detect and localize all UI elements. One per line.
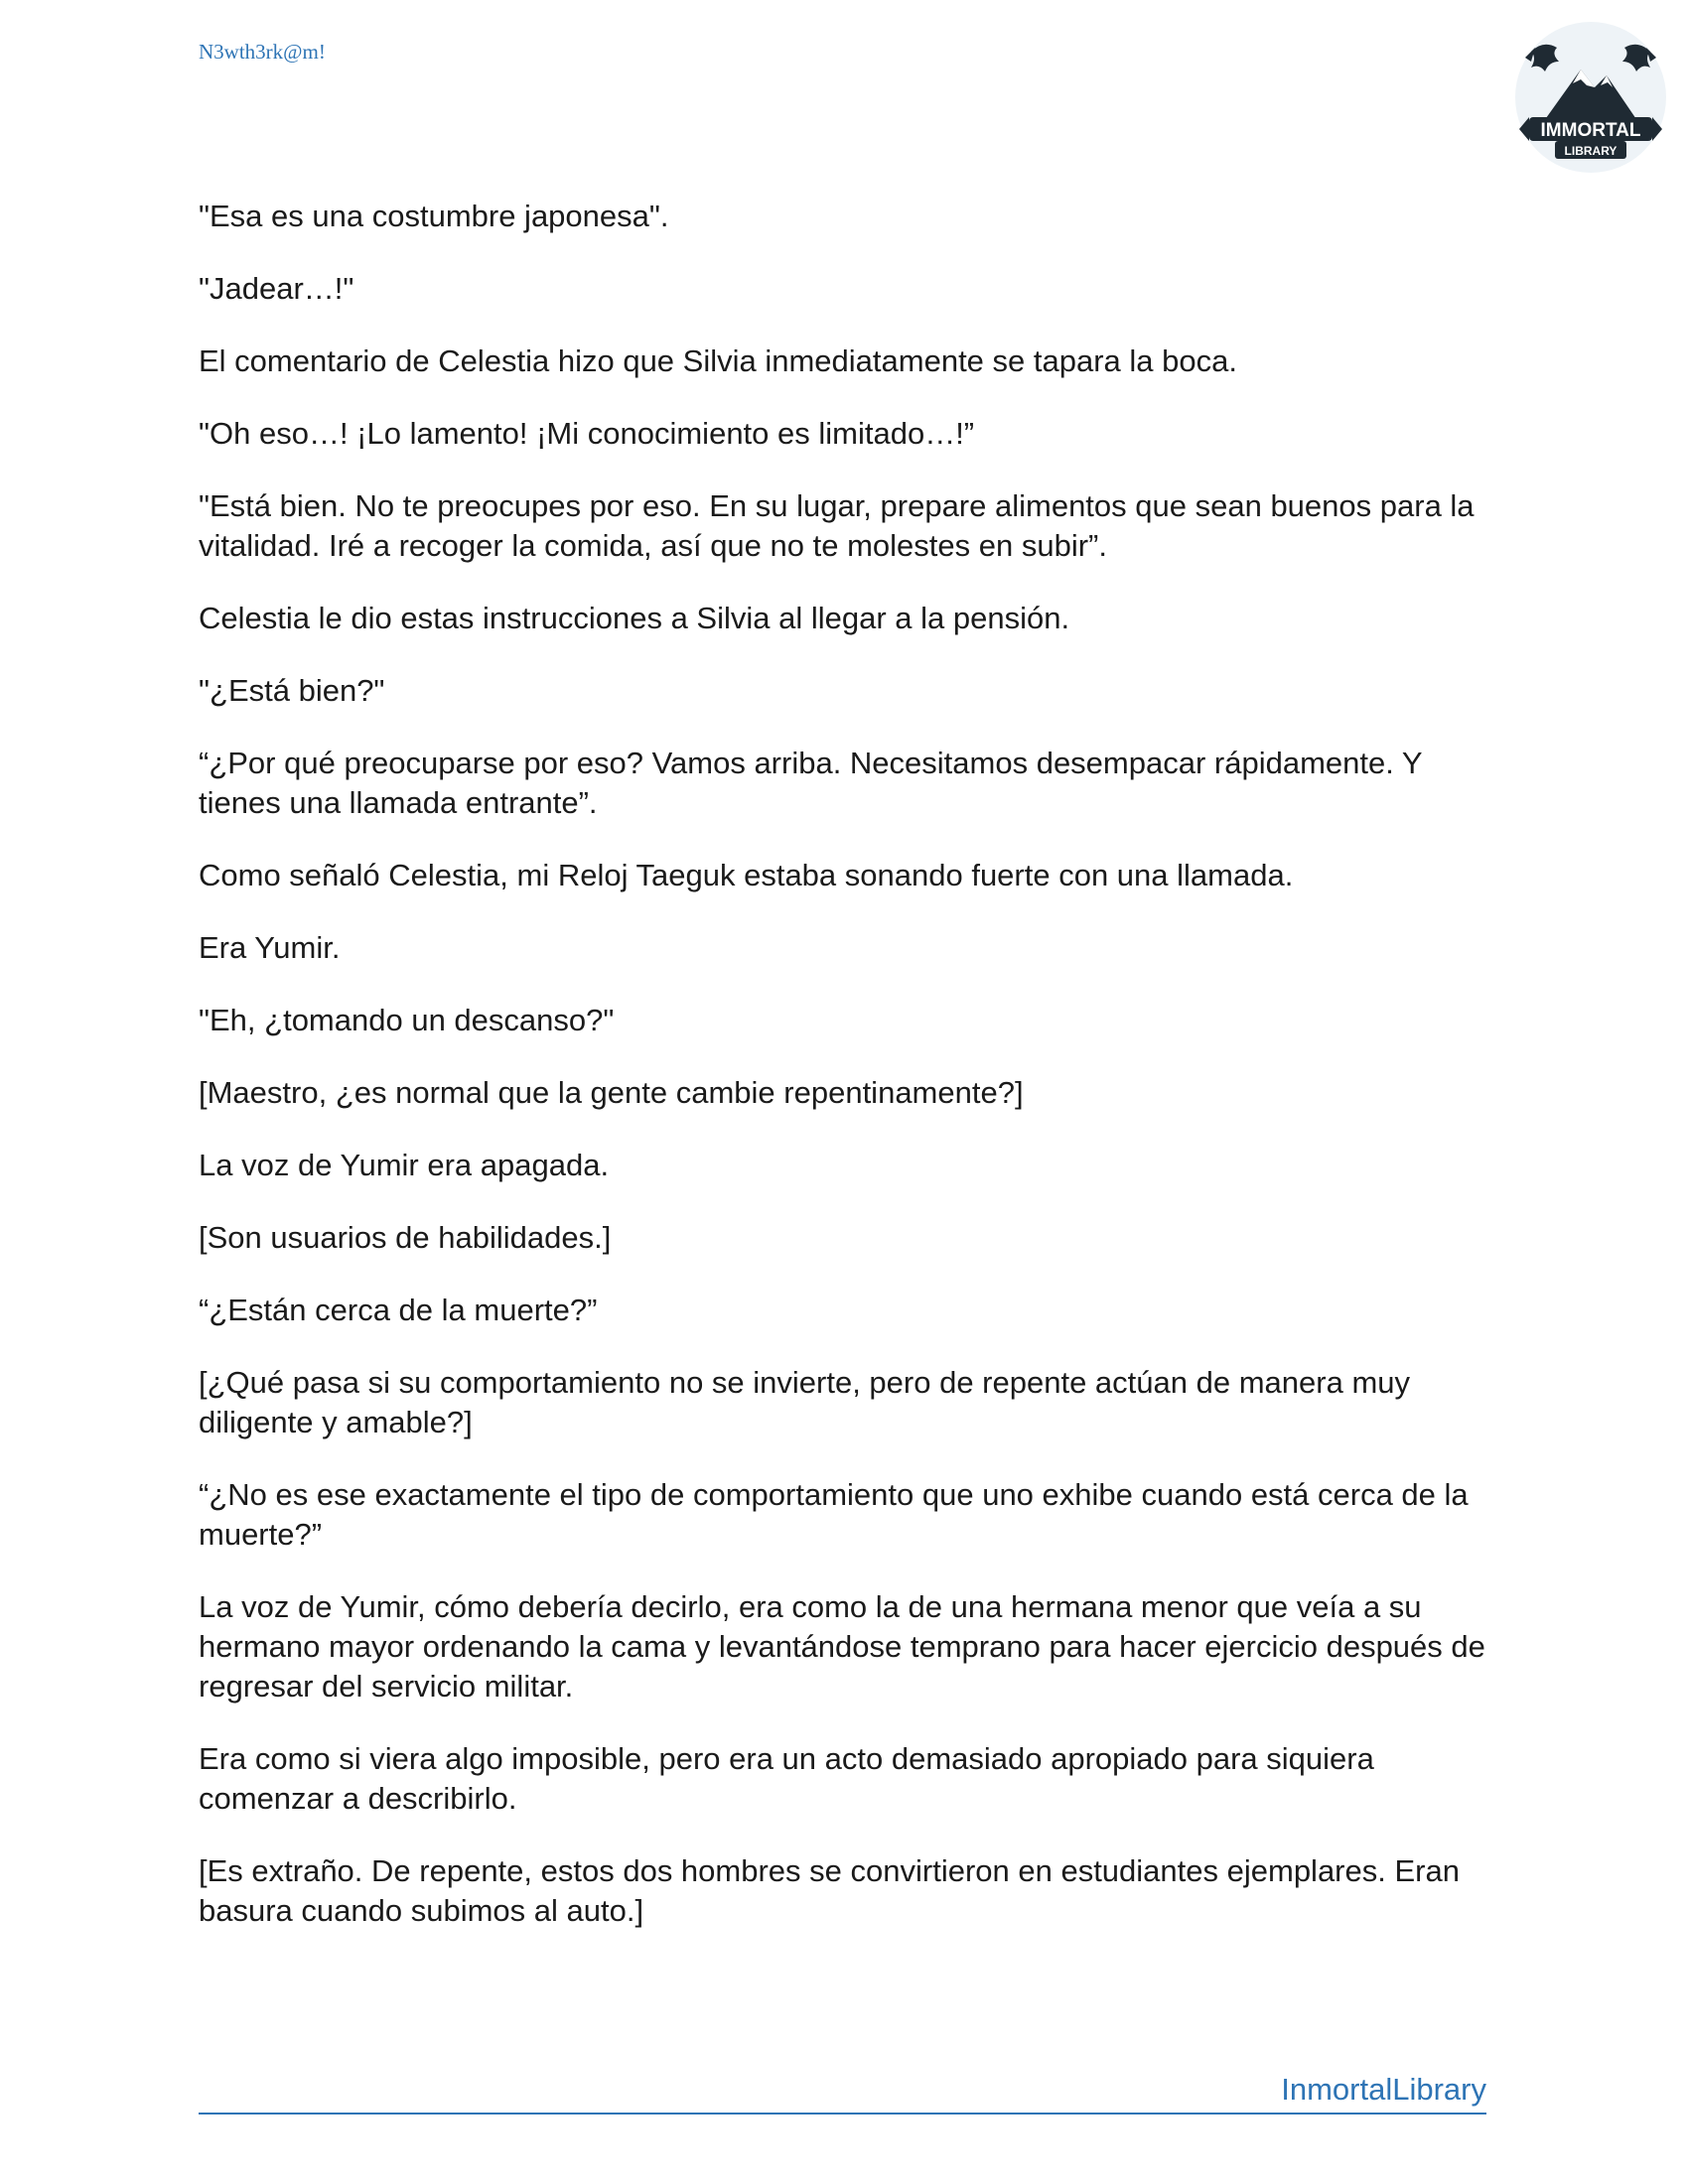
logo-line1: IMMORTAL — [1540, 120, 1641, 141]
paragraph: "Jadear…!" — [199, 271, 354, 306]
paragraph: "Esa es una costumbre japonesa". — [199, 199, 669, 233]
header-note: N3wth3rk@m! — [199, 40, 326, 64]
paragraph: “¿No es ese exactamente el tipo de comportamiento que uno exhibe cuando está cerca de la muerte?” — [199, 1477, 1469, 1552]
paragraph: Celestia le dio estas instrucciones a Silvia al llegar a la pensión. — [199, 601, 1070, 635]
paragraph: [¿Qué pasa si su comportamiento no se invierte, pero de repente actúan de manera muy diligente y amable?] — [199, 1365, 1411, 1439]
paragraph: Como señaló Celestia, mi Reloj Taeguk estaba sonando fuerte con una llamada. — [199, 858, 1294, 892]
paragraph: "Está bien. No te preocupes por eso. En su lugar, prepare alimentos que sean buenos para la vitalidad. Iré a recoger la comida, así que no te molestes en subir”. — [199, 488, 1475, 563]
paragraph: [Maestro, ¿es normal que la gente cambie repentinamente?] — [199, 1075, 1024, 1110]
paragraph: "Eh, ¿tomando un descanso?" — [199, 1003, 615, 1037]
paragraph: [Son usuarios de habilidades.] — [199, 1220, 612, 1255]
footer-rule — [199, 2069, 1486, 2115]
paragraph: El comentario de Celestia hizo que Silvia inmediatamente se tapara la boca. — [199, 343, 1237, 378]
paragraph: "¿Está bien?" — [199, 673, 385, 708]
paragraph: "Oh eso…! ¡Lo lamento! ¡Mi conocimiento es limitado…!” — [199, 416, 975, 451]
document-body — [199, 197, 1489, 1964]
paragraph: “¿Están cerca de la muerte?” — [199, 1293, 598, 1327]
footer-link[interactable]: InmortalLibrary — [1281, 2072, 1486, 2107]
logo-line2: LIBRARY — [1564, 144, 1618, 158]
immortal-library-logo — [1511, 18, 1670, 177]
paragraph: [Es extraño. De repente, estos dos hombres se convirtieron en estudiantes ejemplares. Eran basura cuando subimos al auto.] — [199, 1853, 1460, 1928]
paragraph: La voz de Yumir, cómo debería decirlo, era como la de una hermana menor que veía a su hermano mayor ordenando la cama y levantándose temprano para hacer ejercicio después de regresar del servicio militar. — [199, 1589, 1485, 1704]
paragraph: “¿Por qué preocuparse por eso? Vamos arriba. Necesitamos desempacar rápidamente. Y tienes una llamada entrante”. — [199, 746, 1423, 820]
paragraph: Era Yumir. — [199, 930, 341, 965]
paragraph: Era como si viera algo imposible, pero era un acto demasiado apropiado para siquiera comenzar a describirlo. — [199, 1741, 1374, 1816]
paragraph: La voz de Yumir era apagada. — [199, 1148, 610, 1182]
